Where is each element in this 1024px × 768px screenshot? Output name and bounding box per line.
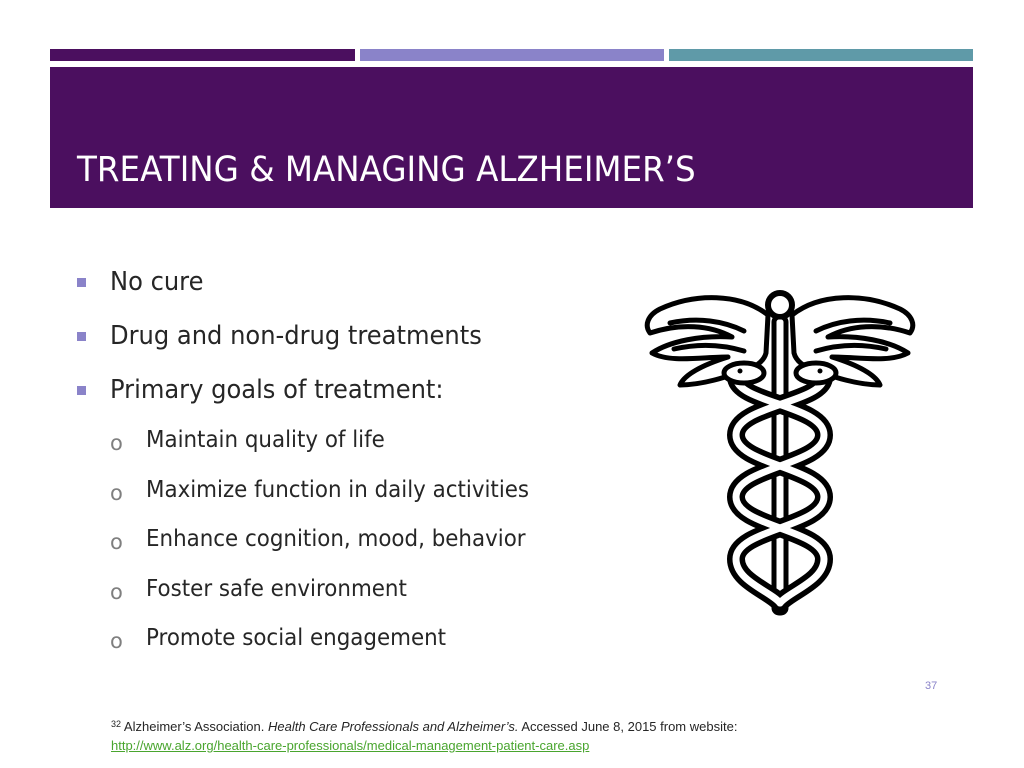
footnote-accessed: Accessed June 8, 2015 from website: <box>521 719 738 734</box>
circle-bullet-icon: o <box>110 480 123 505</box>
sub-bullet-item <box>110 424 610 474</box>
footnote-source: Health Care Professionals and Alzheimer’s. <box>267 719 519 734</box>
sub-bullet-item <box>110 622 610 672</box>
bullet-item <box>72 316 592 370</box>
square-bullet-icon <box>77 332 86 341</box>
bullet-item <box>72 370 592 424</box>
accent-strip-teal <box>669 49 973 61</box>
title-band <box>50 67 973 208</box>
accent-strip-dark <box>50 49 355 61</box>
accent-strip-lavender <box>360 49 664 61</box>
caduceus-icon <box>640 285 920 617</box>
page-number: 37 <box>925 680 938 692</box>
footnote-author: Alzheimer’s Association. <box>123 719 265 734</box>
circle-bullet-icon: o <box>110 431 123 455</box>
footnote-link[interactable]: http://www.alz.org/health-care-professionals/medical-management-patient-care.asp <box>111 738 590 753</box>
sub-bullet-list <box>110 424 610 672</box>
sub-bullet-item <box>110 573 610 623</box>
bullet-list <box>72 262 592 424</box>
slide-title: TREATING & MANAGING ALZHEIMER’S <box>77 150 696 190</box>
sub-bullet-item <box>110 474 610 524</box>
bullet-text: No cure <box>110 267 204 297</box>
sub-bullet-text: Maintain quality of life <box>146 427 385 453</box>
circle-bullet-icon: o <box>110 530 123 555</box>
sub-bullet-text: Foster safe environment <box>146 575 407 602</box>
square-bullet-icon <box>77 278 86 287</box>
sub-bullet-item <box>110 523 610 573</box>
sub-bullet-text: Promote social engagement <box>146 625 447 652</box>
sub-bullet-text: Enhance cognition, mood, behavior <box>146 526 526 553</box>
footnote <box>111 717 831 755</box>
circle-bullet-icon: o <box>110 579 123 604</box>
bullet-text: Drug and non-drug treatments <box>110 321 482 351</box>
sub-bullet-text: Maximize function in daily activities <box>146 476 530 503</box>
square-bullet-icon <box>77 386 86 395</box>
bullet-item <box>72 262 592 316</box>
bullet-text: Primary goals of treatment: <box>110 375 444 405</box>
footnote-number: 32 <box>111 719 122 729</box>
circle-bullet-icon: o <box>110 629 123 654</box>
